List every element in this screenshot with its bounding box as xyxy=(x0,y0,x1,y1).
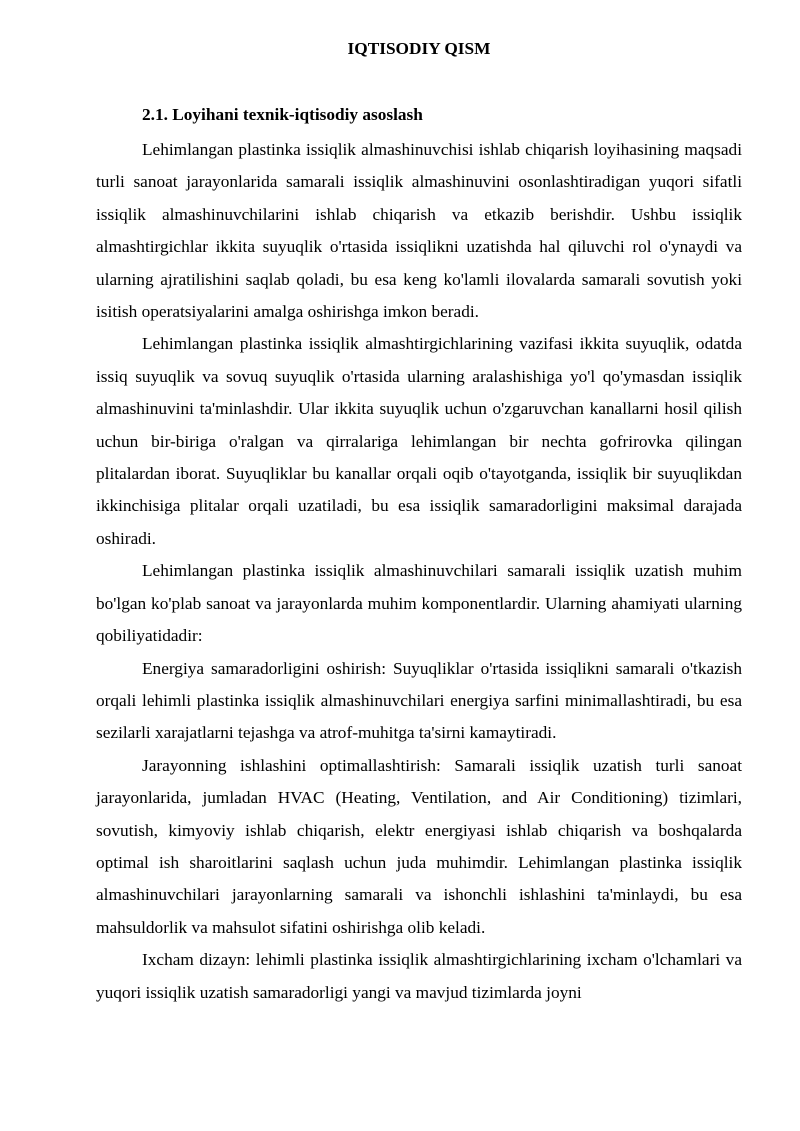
body-text xyxy=(96,134,742,1009)
paragraph: Jarayonning ishlashini optimallashtirish: Samarali issiqlik uzatish turli sanoat jarayonlarida, jumladan HVAC (Heating, Ventilation, and Air Conditioning) tizimlari, sovutish, kimyoviy ishlab chiqarish, elektr energiyasi ishlab chiqarish va boshqalarda optimal ish sharoitlarini saqlash uchun juda muhimdir. Lehimlangan plastinka issiqlik almashinuvchilari jarayonlarning samarali va ishonchli ishlashini ta'minlaydi, bu esa mahsuldorlik va mahsulot sifatini oshirishga olib keladi. xyxy=(96,755,742,937)
paragraph: Ixcham dizayn: lehimli plastinka issiqlik almashtirgichlarining ixcham o'lchamlari va yuqori issiqlik uzatish samaradorligi yangi va mavjud tizimlarda joyni xyxy=(96,950,742,1002)
section-heading: 2.1. Loyihani texnik-iqtisodiy asoslash xyxy=(142,105,423,124)
page-title: IQTISODIY QISM xyxy=(347,39,491,58)
paragraph: Lehimlangan plastinka issiqlik almashinuvchilari samarali issiqlik uzatish muhim bo'lgan ko'plab sanoat va jarayonlarda muhim komponentlardir. Ularning ahamiyati ularning qobiliyatidadir: xyxy=(96,561,742,646)
paragraph: Energiya samaradorligini oshirish: Suyuqliklar o'rtasida issiqlikni samarali o'tkazish orqali lehimli plastinka issiqlik almashinuvchilari energiya sarfini minimallashtiradi, bu esa sezilarli xarajatlarni tejashga va atrof-muhitga ta'sirni kamaytiradi. xyxy=(96,658,742,743)
paragraph: Lehimlangan plastinka issiqlik almashinuvchisi ishlab chiqarish loyihasining maqsadi turli sanoat jarayonlarida samarali issiqlik almashinuvini osonlashtiradigan yuqori sifatli issiqlik almashinuvchilarini ishlab chiqarish va etkazib berishdir. Ushbu issiqlik almashtirgichlar ikkita suyuqlik o'rtasida issiqlikni uzatishda hal qiluvchi rol o'ynaydi va ularning ajratilishini saqlab qoladi, bu esa keng ko'lamli ilovalarda samarali sovutish yoki isitish operatsiyalarini amalga oshirishga imkon beradi. xyxy=(96,140,742,322)
paragraph: Lehimlangan plastinka issiqlik almashtirgichlarining vazifasi ikkita suyuqlik, odatda issiq suyuqlik va sovuq suyuqlik o'rtasida ularning aralashishiga yo'l qo'ymasdan issiqlik almashinuvini ta'minlashdir. Ular ikkita suyuqlik uchun o'zgaruvchan kanallarni hosil qilish uchun bir-biriga o'ralgan va qirralariga lehimlangan bir nechta gofrirovka qilingan plitalardan iborat. Suyuqliklar bu kanallar orqali oqib o'tayotganda, issiqlik bir suyuqlikdan ikkinchisiga plitalar orqali uzatiladi, bu esa issiqlik samaradorligini maksimal darajada oshiradi. xyxy=(96,334,742,548)
